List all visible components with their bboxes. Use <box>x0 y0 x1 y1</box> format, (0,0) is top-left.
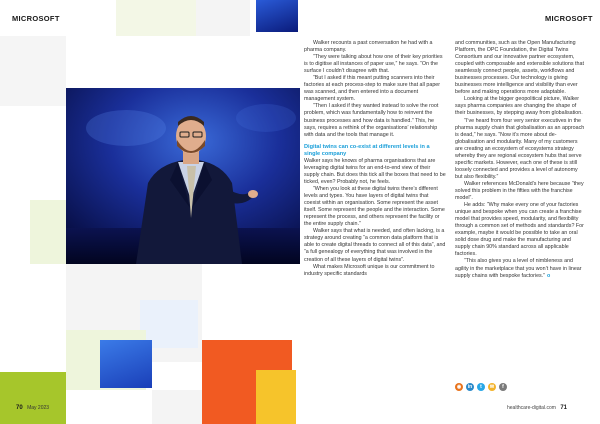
section-subheading: Digital twins can co-exist at different levels in a single company <box>304 143 430 157</box>
bg-square-bottom-green <box>0 372 66 424</box>
bg-square-top-blue <box>256 0 298 32</box>
article-paragraph: Walker says that what is needed, and often lacking, is a strategy around creating “a common data platform that is able to create digital threads to connect all of this data”, and “a full genealogy of everything that was involved in the creation of all these layers of digital twins”. <box>304 228 446 263</box>
rss-icon[interactable]: ◉ <box>456 384 462 390</box>
article-paragraph: Walker references McDonald’s here because “they solved this problem in the fifties with the franchise model”. <box>455 180 584 202</box>
article-paragraph: “But I asked if this meant putting scanners into their factories at each process-step to make sure that all paper was scanned, and then entered into a document management system. <box>304 75 441 103</box>
email-icon[interactable]: ✉ <box>489 384 495 390</box>
article-paragraph: “When you look at these digital twins there’s different levels and types. You have layers of digital twins that coexist within an organisation. Some represent the asset itself. Some represent the people and the interaction. Some represent the process, and others represent the facility or the entire supply chain.” <box>304 186 445 228</box>
bg-square-top-green <box>116 0 196 36</box>
bg-square-bottom-blue <box>100 340 152 388</box>
bg-square-left-grey <box>0 36 66 106</box>
header-right-label: MICROSOFT <box>545 14 593 23</box>
article-paragraph: “I’ve heard from four very senior executives in the pharma supply chain that globalisation as an approach is dead,” he says. “Now it’s more about de-globalisation and modularity. Many of my customers are creating an ecosystem of ecosystems strategy whereby they are regional ecosystem hubs that serve specific markets. However, each one of these is still loosely connected and provides a level of autonomy but also flexibility.” <box>455 117 585 180</box>
bg-square-bottom-yellow <box>256 370 296 424</box>
article-paragraph: “Then I asked if they wanted instead to solve the root problem, which was fundamentally how to reinvent the business processes and how data is handled.” This, he says, requires a rethink of the organisations’ relationship with data and the tools that manage it. <box>304 103 439 138</box>
article-end-mark: o <box>547 272 551 279</box>
footer-left <box>16 405 49 411</box>
linkedin-icon[interactable]: in <box>467 384 473 390</box>
article-paragraph: and communities, such as the Open Manufacturing Platform, the OPC Foundation, the Digital Twins Consortium and our innovative partner ecosystem, coupled with composable and extensible solutions that seamlessly connect people, assets, workflows and businesses processes. Our technology is giving businesses more intelligence and visibility than ever before and making operations more adaptable. <box>455 40 584 96</box>
facebook-icon[interactable]: f <box>499 383 507 391</box>
article-paragraph: Looking at the bigger geopolitical picture, Walker says pharma companies are changing the shape of their businesses, by stepping away from globalisation. <box>455 96 583 117</box>
article-paragraph: What makes Microsoft unique is our commitment to industry specific standards <box>304 263 435 277</box>
article-column-1 <box>304 40 446 278</box>
bg-square-left-mid-green <box>30 200 68 264</box>
bg-square-top-grey <box>196 0 250 36</box>
speaker-photo <box>66 88 300 264</box>
header-left-label: MICROSOFT <box>12 14 60 23</box>
article-paragraph: He adds: “Why make every one of your factories unique and bespoke when you can create a franchise model that provides speed, modularity, and flexibility through a common set of methods and standards? For example, maybe it would be possible to take an oral solid dose drug and make the manufacturing and supply chain 90% standard across all applicable factories. <box>455 202 584 258</box>
article-paragraph: “This also gives you a level of nimbleness and agility in the marketplace that you won’t have in linear supply chains with bespoke factories.” o <box>455 258 582 279</box>
footer-right <box>507 405 567 411</box>
footer-left-page-number: 70 <box>16 405 23 411</box>
footer-right-site[interactable]: healthcare-digital.com <box>507 405 556 411</box>
article-paragraph: Walker says he knows of pharma organisations that are leveraging digital twins for an end-to-end view of their supply chain. But does this tick all the boxes that need to be ticked, even? Probably not, he feels. <box>304 157 446 185</box>
twitter-icon[interactable]: t <box>477 383 485 391</box>
article-column-2 <box>455 40 585 280</box>
speaker-photo-graphic <box>66 88 300 264</box>
social-share-bar <box>455 383 555 393</box>
footer-right-page-number: 71 <box>560 405 567 411</box>
footer-left-date: May 2023 <box>27 405 50 411</box>
bg-square-bottom-right-grey <box>152 390 202 424</box>
article-paragraph: “They were talking about how one of their key priorities is to digitise all instances of paper use,” he says. “On the surface I couldn’t disagree with that. <box>304 54 443 75</box>
article-paragraph: Walker recounts a past conversation he had with a pharma company. <box>304 40 433 54</box>
